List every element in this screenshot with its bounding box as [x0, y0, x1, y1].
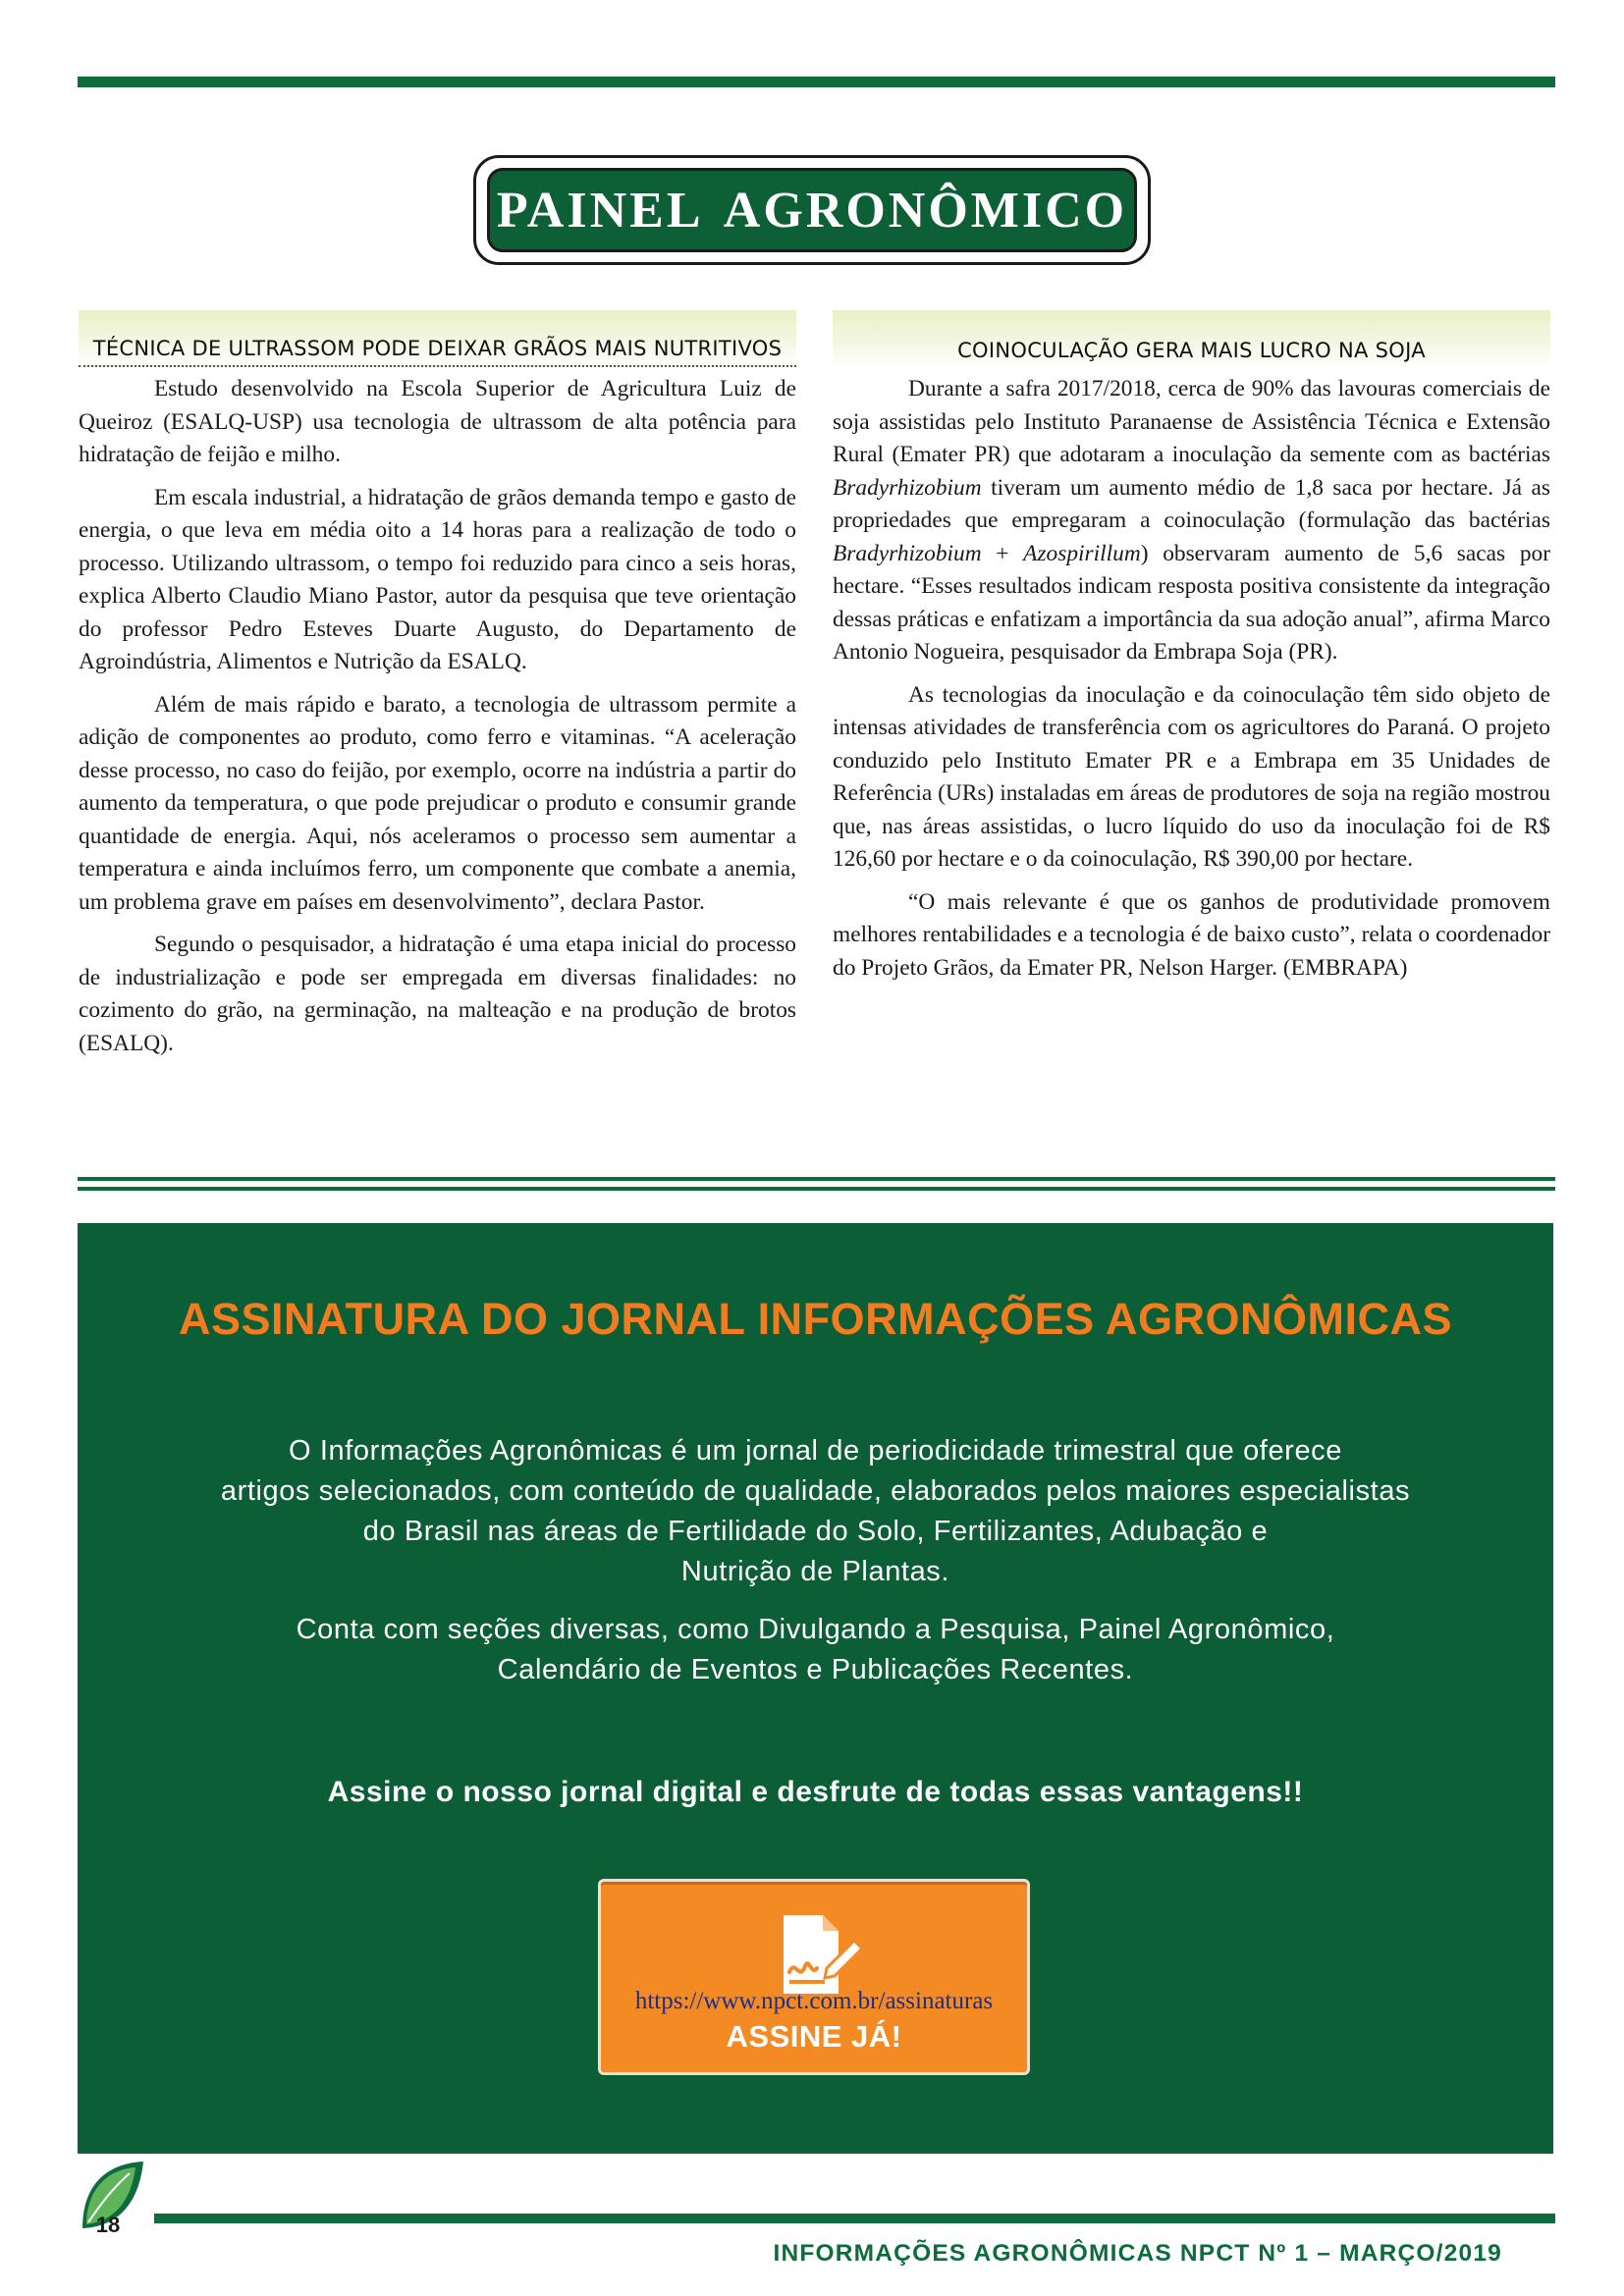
promo-line: Calendário de Eventos e Publicações Recentes.	[497, 1654, 1134, 1685]
subscribe-link[interactable]: https://www.npct.com.br/assinaturas	[634, 1988, 994, 2014]
publication-footer: INFORMAÇÕES AGRONÔMICAS NPCT Nº 1 – MARÇO/2019	[773, 2240, 1502, 2267]
article-heading	[79, 310, 796, 367]
article-paragraph: Em escala industrial, a hidratação de grãos demanda tempo e gasto de energia, o que leva em média oito a 14 horas para a realização de todo o processo. Utilizando ultrassom, o tempo foi reduzido para cinco a seis horas, explica Alberto Claudio Miano Pastor, autor da pesquisa que teve orientação do professor Pedro Esteves Duarte Augusto, do Departamento de Agroindústria, Alimentos e Nutrição da ESALQ.	[79, 484, 796, 674]
promo-call-to-action: Assine o nosso jornal digital e desfrute de todas essas vantagens!!	[327, 1776, 1304, 1808]
promo-line: Conta com seções diversas, como Divulgando a Pesquisa, Painel Agronômico,	[296, 1614, 1335, 1645]
subscribe-button-label: ASSINE JÁ!	[726, 2019, 902, 2054]
article-heading	[833, 310, 1550, 367]
text-run: ) observaram aumento de 5,6 sacas por hectare. “Esses resultados indicam resposta positiva consistente da integração dessas práticas e enfatizam a importância da sua adoção anual”, afirma Marco Antonio Nogueira, pesquisador da Embrapa Soja (PR).	[833, 540, 1551, 665]
section-banner	[473, 155, 1151, 265]
promo-description	[136, 1431, 1494, 1592]
article-ultrassom	[79, 310, 796, 1070]
bottom-rule	[154, 2214, 1555, 2223]
species-name: Bradyrhizobium	[833, 474, 982, 501]
divider-rule	[78, 1187, 1555, 1191]
promo-title: ASSINATURA DO JORNAL INFORMAÇÕES AGRONÔMICAS	[178, 1294, 1453, 1344]
article-body	[833, 373, 1550, 985]
text-run: Durante a safra 2017/2018, cerca de 90% das lavouras comerciais de soja assistidas pelo Instituto Paranaense de Assistência Técnica e Extensão Rural (Emater PR) que adotaram a inoculação da semente com as bactérias	[833, 376, 1550, 467]
article-paragraph: “O mais relevante é que os ganhos de produtividade promovem melhores rentabilidades e a tecnologia é de baixo custo”, relata o coordenador do Projeto Grãos, da Emater PR, Nelson Harger. (EMBRAPA)	[833, 888, 1550, 981]
subscription-promo	[78, 1223, 1553, 2154]
species-name: Bradyrhizobium	[833, 540, 982, 566]
article-heading-text: COINOCULAÇÃO GERA MAIS LUCRO NA SOJA	[957, 339, 1426, 362]
article-paragraph	[833, 373, 1550, 669]
banner-plate	[487, 168, 1137, 252]
promo-sections	[136, 1610, 1494, 1690]
article-paragraph: Estudo desenvolvido na Escola Superior de Agricultura Luiz de Queiroz (ESALQ-USP) usa tecnologia de ultrassom de alta potência para hidratação de feijão e milho.	[79, 376, 796, 467]
page-number: 18	[95, 2213, 121, 2237]
divider-rule	[78, 1177, 1555, 1181]
article-coinoculacao	[833, 310, 1550, 994]
text-run: +	[981, 540, 1024, 566]
article-body	[79, 373, 796, 1060]
article-heading-text: TÉCNICA DE ULTRASSOM PODE DEIXAR GRÃOS MAIS NUTRITIVOS	[92, 337, 783, 360]
promo-line: artigos selecionados, com conteúdo de qualidade, elaborados pelos maiores especialistas	[220, 1475, 1411, 1507]
article-paragraph: As tecnologias da inoculação e da coinoculação têm sido objeto de intensas atividades de transferência com os agricultores do Paraná. O projeto conduzido pelo Instituto Emater PR e a Embrapa em 35 Unidades de Referência (URs) instaladas em áreas de produtores de soja na região mostrou que, nas áreas assistidas, o lucro líquido do uso da inoculação foi de R$ 126,60 por hectare e o da coinoculação, R$ 390,00 por hectare.	[833, 681, 1550, 872]
promo-line: Nutrição de Plantas.	[680, 1556, 950, 1587]
promo-line: O Informações Agronômicas é um jornal de periodicidade trimestral que oferece	[289, 1435, 1342, 1467]
top-rule	[78, 77, 1555, 87]
text-run: tiveram um aumento médio de 1,8 saca por hectare. Já as propriedades que empregaram a coinoculação (formulação das bactérias	[833, 474, 1550, 533]
subscribe-button[interactable]	[598, 1879, 1030, 2075]
species-name: Azospirillum	[1023, 540, 1141, 566]
article-paragraph: Além de mais rápido e barato, a tecnologia de ultrassom permite a adição de componentes ao produto, como ferro e vitaminas. “A aceleração desse processo, no caso do feijão, por exemplo, ocorre na indústria a partir do aumento da temperatura, o que pode prejudicar o produto e consumir grande quantidade de energia. Aqui, nós aceleramos o processo sem aumentar a temperatura e ainda incluímos ferro, um componente que combate a anemia, um problema grave em países em desenvolvimento”, declara Pastor.	[79, 691, 796, 915]
article-paragraph: Segundo o pesquisador, a hidratação é uma etapa inicial do processo de industrialização e pode ser empregada em diversas finalidades: no cozimento do grão, na germinação, na malteação e na produção de brotos (ESALQ).	[79, 932, 796, 1056]
promo-line: do Brasil nas áreas de Fertilidade do Solo, Fertilizantes, Adubação e	[362, 1516, 1269, 1547]
signature-document-icon	[770, 1911, 864, 2000]
section-title: PAINEL AGRONÔMICO	[496, 182, 1128, 239]
